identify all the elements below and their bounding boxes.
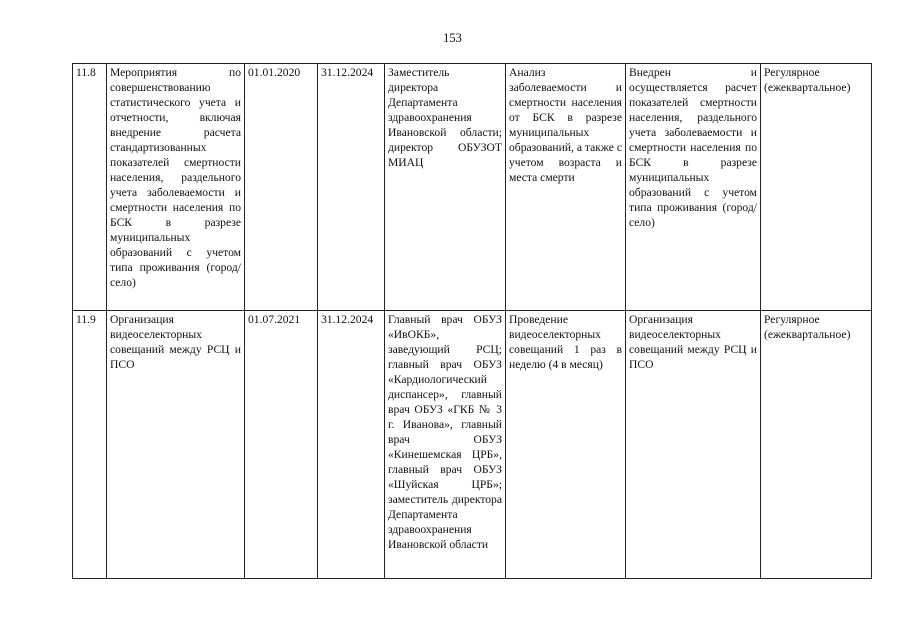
table-row [73,64,872,311]
end-date-cell: 31.12.2024 [318,311,385,579]
regularity-cell: Регулярное (ежеквартальное) [761,64,872,311]
event-cell: Мероприятия по совершенствованию статистического учета и отчетности, включая внедрение расчета стандартизованных показателей смертности населения, раздельного учета заболеваемости и смертности населения по БСК в разрезе муниципальных образований с учетом типа проживания (город/село) [107,64,245,311]
responsible-cell: Заместитель директора Департамента здравоохранения Ивановской области; директор ОБУЗОТ МИАЦ [385,64,506,311]
row-number: 11.8 [73,64,107,311]
table-row [73,311,872,579]
result-cell: Внедрен и осуществляется расчет показателей смертности населения, раздельного учета заболеваемости и смертности населения по БСК в разрезе муниципальных образований с учетом типа проживания (город/село) [626,64,761,311]
characteristic-cell: Анализ заболеваемости и смертности населения от БСК в разрезе муниципальных образований, а также с учетом возраста и места смерти [506,64,626,311]
row-number: 11.9 [73,311,107,579]
page-number: 153 [443,31,462,45]
start-date-cell: 01.01.2020 [245,64,318,311]
plan-table [72,63,872,579]
regularity-cell: Регулярное (ежеквартальное) [761,311,872,579]
start-date-cell: 01.07.2021 [245,311,318,579]
responsible-cell: Главный врач ОБУЗ «ИвОКБ», заведующий РСЦ; главный врач ОБУЗ «Кардиологический диспансер», главный врач ОБУЗ «ГКБ № 3 г. Иванова», главный врач ОБУЗ «Кинешемская ЦРБ», главный врач ОБУЗ «Шуйская ЦРБ»; заместитель директора Департамента здравоохранения Ивановской области [385,311,506,579]
end-date-cell: 31.12.2024 [318,64,385,311]
characteristic-cell: Проведение видеоселекторных совещаний 1 раз в неделю (4 в месяц) [506,311,626,579]
event-cell: Организация видеоселекторных совещаний между РСЦ и ПСО [107,311,245,579]
result-cell: Организация видеоселекторных совещаний между РСЦ и ПСО [626,311,761,579]
